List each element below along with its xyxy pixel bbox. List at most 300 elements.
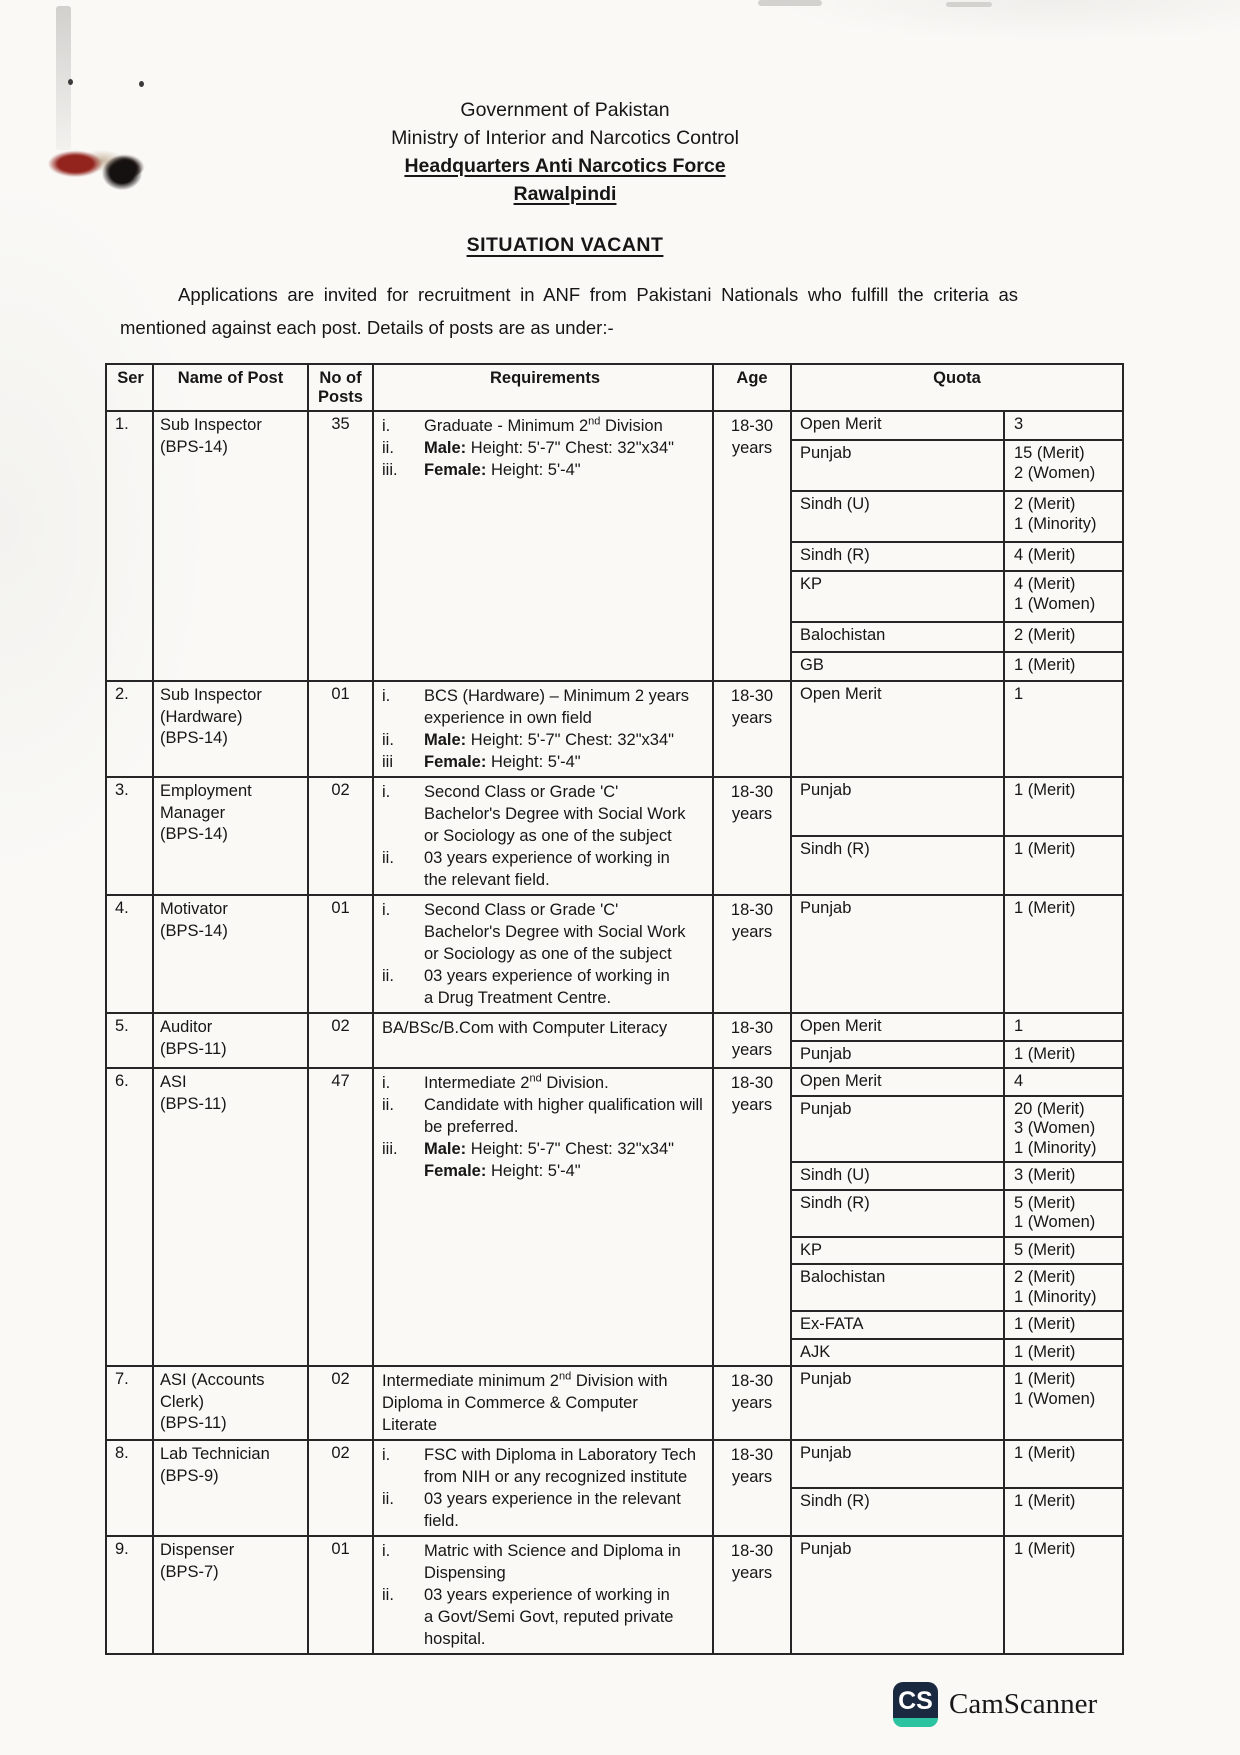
quota-value-line: 1 <box>1014 1017 1024 1035</box>
quota-region: Punjab <box>792 1537 1005 1653</box>
quota-value-line: 4 (Merit) <box>1014 575 1076 594</box>
header-name-of-post: Name of Post <box>154 365 309 410</box>
age-line: 18-30 <box>730 687 774 705</box>
requirement-line: Bachelor's Degree with Social Work <box>424 923 686 941</box>
post-name-line: (BPS-9) <box>160 1466 219 1485</box>
requirement-item <box>382 1072 708 1094</box>
requirement-item <box>382 781 708 847</box>
age-line: 18-30 <box>730 1074 774 1092</box>
quota-region: Punjab <box>792 778 1005 835</box>
requirement-text <box>424 965 708 1009</box>
quota-entry <box>792 1338 1122 1366</box>
post-name-line: Sub Inspector <box>160 686 262 704</box>
posts-count-cell: 01 <box>309 896 374 1012</box>
quota-value-line: 1 (Merit) <box>1014 781 1076 799</box>
camscanner-icon-letters: CS <box>898 1687 933 1715</box>
requirements-cell <box>374 1441 714 1535</box>
vacancy-table <box>105 363 1124 1655</box>
post-name-line: (Hardware) <box>160 707 243 726</box>
quota-region: Ex-FATA <box>792 1312 1005 1338</box>
age-line: years <box>731 804 773 823</box>
age-cell <box>714 778 792 894</box>
quota-value-line: 1 (Merit) <box>1014 1540 1076 1558</box>
requirement-text <box>424 781 708 847</box>
quota-value <box>1005 1489 1122 1535</box>
quota-value-line: 2 (Women) <box>1014 463 1096 482</box>
requirements-cell <box>374 1537 714 1653</box>
letterhead-line-ministry: Ministry of Interior and Narcotics Control <box>391 127 739 149</box>
header-ser: Ser <box>107 365 154 410</box>
scan-dot-artifact <box>139 81 144 87</box>
requirement-item <box>382 459 708 481</box>
header-age: Age <box>714 365 792 410</box>
age-line: years <box>731 922 773 941</box>
requirement-line: Second Class or Grade 'C' <box>424 783 619 801</box>
quota-entry <box>792 1441 1122 1487</box>
header-requirements: Requirements <box>374 365 714 410</box>
age-line: years <box>731 1393 773 1412</box>
age-line: 18-30 <box>730 1019 774 1037</box>
quota-region: Balochistan <box>792 623 1005 650</box>
age-cell <box>714 896 792 1012</box>
requirement-marker: ii. <box>382 439 394 457</box>
post-name-cell <box>154 682 309 776</box>
table-row <box>107 1441 1122 1537</box>
table-row <box>107 1014 1122 1069</box>
quota-value-line: 2 (Merit) <box>1014 626 1076 645</box>
quota-region: GB <box>792 653 1005 680</box>
ser-cell: 2. <box>107 682 154 776</box>
camscanner-label: CamScanner <box>949 1688 1098 1720</box>
quota-value-line: 1 (Women) <box>1014 594 1096 613</box>
requirement-item <box>382 899 708 965</box>
age-line: 18-30 <box>730 901 774 919</box>
post-name-line: (BPS-14) <box>160 729 228 747</box>
requirement-line: Female: Height: 5'-4" <box>424 461 581 479</box>
ser-cell: 5. <box>107 1014 154 1067</box>
camscanner-watermark <box>893 1682 1097 1727</box>
age-line: 18-30 <box>730 1372 774 1390</box>
quota-region: AJK <box>792 1340 1005 1366</box>
requirement-marker: i. <box>382 1074 391 1092</box>
quota-value <box>1005 543 1122 570</box>
requirement-line: 03 years experience in the relevant <box>424 1490 681 1508</box>
requirements-cell <box>374 1014 714 1067</box>
posts-count-cell: 02 <box>309 1014 374 1067</box>
quota-region: Sindh (R) <box>792 1489 1005 1535</box>
requirement-line: Male: Height: 5'-7" Chest: 32"x34" <box>424 439 675 457</box>
table-row <box>107 778 1122 896</box>
requirement-line: Bachelor's Degree with Social Work <box>424 805 686 823</box>
quota-entry <box>792 439 1122 490</box>
quota-entry <box>792 682 1122 776</box>
post-name-line: Lab Technician <box>160 1445 270 1463</box>
age-line: years <box>731 708 773 727</box>
quota-region: Sindh (R) <box>792 1191 1005 1236</box>
scan-dot-artifact <box>68 79 73 85</box>
table-row <box>107 1069 1122 1367</box>
requirement-line: the relevant field. <box>424 871 550 889</box>
posts-count-cell: 02 <box>309 1441 374 1535</box>
quota-cell <box>792 896 1122 1012</box>
post-name-cell <box>154 778 309 894</box>
post-name-line: (BPS-7) <box>160 1562 219 1581</box>
table-row <box>107 1367 1122 1441</box>
requirement-item <box>382 1138 708 1182</box>
requirement-text <box>382 1370 708 1436</box>
requirement-line: Literate <box>382 1416 438 1434</box>
quota-value-line: 1 (Merit) <box>1014 840 1076 858</box>
age-cell <box>714 412 792 680</box>
quota-value <box>1005 441 1122 490</box>
quota-value-line: 1 (Merit) <box>1014 899 1076 917</box>
requirement-line: Graduate - Minimum 2nd Division <box>424 415 663 435</box>
requirement-line: or Sociology as one of the subject <box>424 945 672 963</box>
header-quota: Quota <box>933 369 981 387</box>
requirement-text <box>424 1094 708 1138</box>
post-name-line: (BPS-11) <box>160 1414 227 1432</box>
post-name-cell <box>154 412 309 680</box>
requirement-marker: ii. <box>382 731 394 749</box>
post-name-line: Employment <box>160 782 252 800</box>
quota-value <box>1005 1014 1122 1040</box>
quota-cell <box>792 778 1122 894</box>
quota-region: Punjab <box>792 1042 1005 1068</box>
table-row <box>107 412 1122 682</box>
quota-entry <box>792 896 1122 1012</box>
quota-region: Punjab <box>792 1441 1005 1487</box>
quota-value-line: 1 (Minority) <box>1014 514 1097 533</box>
camscanner-icon <box>893 1682 938 1727</box>
age-cell <box>714 1367 792 1439</box>
quota-cell <box>792 1069 1122 1365</box>
table-header-row <box>107 365 1122 412</box>
requirement-marker: iii. <box>382 1140 398 1158</box>
quota-cell <box>792 682 1122 776</box>
requirement-item <box>382 1444 708 1488</box>
ser-cell: 4. <box>107 896 154 1012</box>
age-line: 18-30 <box>730 417 774 435</box>
post-name-line: (BPS-11) <box>160 1094 227 1113</box>
quota-value <box>1005 1367 1122 1439</box>
quota-value-line: 3 <box>1014 415 1024 433</box>
quota-region: Open Merit <box>792 412 1005 439</box>
quota-cell <box>792 1367 1122 1439</box>
post-name-line: Dispenser <box>160 1541 235 1559</box>
posts-count-cell: 02 <box>309 1367 374 1439</box>
quota-entry <box>792 651 1122 680</box>
requirements-cell <box>374 896 714 1012</box>
requirement-line: a Drug Treatment Centre. <box>424 989 612 1007</box>
requirement-item <box>382 1017 708 1039</box>
quota-entry <box>792 835 1122 894</box>
quota-entry <box>792 1014 1122 1040</box>
quota-entry <box>792 778 1122 835</box>
requirement-line: Dispensing <box>424 1564 506 1582</box>
header-no-of-posts: No of Posts <box>309 365 374 410</box>
quota-value-line: 5 (Merit) <box>1014 1193 1076 1212</box>
post-name-cell <box>154 1367 309 1439</box>
posts-count-cell: 01 <box>309 1537 374 1653</box>
quota-entry <box>792 1236 1122 1264</box>
quota-value-line: 3 (Merit) <box>1014 1166 1076 1184</box>
post-name-line: Manager <box>160 803 226 822</box>
requirement-item <box>382 415 708 437</box>
age-cell <box>714 1537 792 1653</box>
quota-region: KP <box>792 572 1005 621</box>
requirement-text <box>424 459 708 481</box>
requirement-line: field. <box>424 1512 459 1530</box>
requirement-marker: ii. <box>382 967 394 985</box>
quota-value-line: 2 (Merit) <box>1014 495 1076 514</box>
requirement-line: Matric with Science and Diploma in <box>424 1542 681 1560</box>
quota-value <box>1005 1042 1122 1068</box>
requirement-item <box>382 1488 708 1532</box>
quota-value <box>1005 1238 1122 1264</box>
quota-value-line: 1 (Merit) <box>1014 1444 1076 1462</box>
post-name-line: (BPS-11) <box>160 1039 227 1058</box>
requirement-line: 03 years experience of working in <box>424 1586 670 1604</box>
requirement-line: Candidate with higher qualification will <box>424 1096 703 1114</box>
quota-entry <box>792 490 1122 541</box>
quota-value <box>1005 837 1122 894</box>
table-row <box>107 896 1122 1014</box>
quota-value <box>1005 1340 1122 1366</box>
ser-cell: 3. <box>107 778 154 894</box>
quota-region: Open Merit <box>792 1014 1005 1040</box>
requirement-text <box>424 899 708 965</box>
requirement-marker: i. <box>382 901 391 919</box>
quota-region: Sindh (U) <box>792 1163 1005 1189</box>
quota-value-line: 5 (Merit) <box>1014 1240 1076 1259</box>
quota-cell <box>792 1441 1122 1535</box>
ser-cell: 9. <box>107 1537 154 1653</box>
requirement-line: BCS (Hardware) – Minimum 2 years <box>424 687 689 705</box>
requirement-line: Intermediate 2nd Division. <box>424 1072 609 1092</box>
requirement-text <box>424 415 708 437</box>
requirement-line: 03 years experience of working in <box>424 967 670 985</box>
requirement-marker: i. <box>382 1542 391 1560</box>
scan-speck <box>758 0 822 6</box>
quota-cell <box>792 1537 1122 1653</box>
letterhead <box>0 0 1130 208</box>
post-name-line: ASI (Accounts <box>160 1371 265 1389</box>
age-cell <box>714 1069 792 1365</box>
requirement-line: or Sociology as one of the subject <box>424 827 672 845</box>
age-cell <box>714 1014 792 1067</box>
quota-value-line: 1 (Merit) <box>1014 1370 1076 1388</box>
requirement-marker: i. <box>382 417 391 435</box>
requirement-line: Male: Height: 5'-7" Chest: 32"x34" <box>424 731 675 749</box>
post-name-line: (BPS-14) <box>160 921 228 940</box>
quota-value <box>1005 1097 1122 1162</box>
quota-entry <box>792 1161 1122 1189</box>
requirements-cell <box>374 1367 714 1439</box>
requirement-text <box>424 685 708 729</box>
requirement-marker: i. <box>382 687 391 705</box>
post-name-cell <box>154 896 309 1012</box>
requirement-line: Female: Height: 5'-4" <box>424 753 581 771</box>
quota-entry <box>792 621 1122 650</box>
quota-value <box>1005 623 1122 650</box>
quota-value <box>1005 1163 1122 1189</box>
quota-entry <box>792 1095 1122 1162</box>
posts-count-cell: 02 <box>309 778 374 894</box>
requirement-item <box>382 1540 708 1584</box>
requirement-text <box>424 729 708 751</box>
post-name-line: (BPS-14) <box>160 437 228 456</box>
quota-value-line: 20 (Merit) <box>1014 1099 1085 1118</box>
post-name-cell <box>154 1014 309 1067</box>
quota-value <box>1005 412 1122 439</box>
scan-speck <box>946 2 992 7</box>
requirements-cell <box>374 1069 714 1365</box>
quota-value <box>1005 492 1122 541</box>
requirement-item <box>382 685 708 729</box>
quota-entry <box>792 1487 1122 1535</box>
requirement-text <box>424 1488 708 1532</box>
quota-cell <box>792 412 1122 680</box>
quota-cell <box>792 1014 1122 1067</box>
requirement-text <box>424 1138 708 1182</box>
document-title: SITUATION VACANT <box>466 234 664 256</box>
table-row <box>107 682 1122 778</box>
age-line: 18-30 <box>730 1542 774 1560</box>
quota-value <box>1005 1441 1122 1487</box>
quota-entry <box>792 412 1122 439</box>
quota-value <box>1005 1265 1122 1310</box>
requirement-line: hospital. <box>424 1630 486 1648</box>
quota-entry <box>792 1310 1122 1338</box>
letterhead-line-city: Rawalpindi <box>513 183 617 205</box>
requirement-item <box>382 1094 708 1138</box>
requirement-item <box>382 847 708 891</box>
requirements-cell <box>374 778 714 894</box>
post-name-cell <box>154 1069 309 1365</box>
quota-region: Sindh (R) <box>792 543 1005 570</box>
requirement-line: BA/BSc/B.Com with Computer Literacy <box>382 1019 668 1037</box>
quota-value <box>1005 1191 1122 1236</box>
quota-value-line: 1 (Merit) <box>1014 1315 1076 1333</box>
post-name-line: Auditor <box>160 1018 213 1036</box>
age-cell <box>714 1441 792 1535</box>
requirement-text <box>424 751 708 773</box>
requirement-marker: iii <box>382 753 393 771</box>
quota-value <box>1005 778 1122 835</box>
ser-cell: 7. <box>107 1367 154 1439</box>
scan-ink-blob <box>102 156 142 190</box>
quota-value-line: 4 (Merit) <box>1014 546 1076 564</box>
quota-value <box>1005 896 1122 1012</box>
quota-region: Punjab <box>792 1097 1005 1162</box>
quota-region: Punjab <box>792 1367 1005 1439</box>
quota-value <box>1005 572 1122 621</box>
post-name-line: Sub Inspector <box>160 416 262 434</box>
age-line: years <box>731 1467 773 1486</box>
quota-value-line: 1 (Minority) <box>1014 1138 1097 1157</box>
quota-region: Balochistan <box>792 1265 1005 1310</box>
requirement-line: experience in own field <box>424 709 592 727</box>
letterhead-line-government: Government of Pakistan <box>460 99 670 121</box>
quota-value <box>1005 653 1122 680</box>
post-name-line: (BPS-14) <box>160 825 228 843</box>
age-cell <box>714 682 792 776</box>
quota-value-line: 15 (Merit) <box>1014 444 1085 463</box>
quota-region: Open Merit <box>792 1069 1005 1095</box>
quota-region: Punjab <box>792 441 1005 490</box>
quota-entry <box>792 1537 1122 1653</box>
requirement-text <box>424 847 708 891</box>
requirements-cell <box>374 682 714 776</box>
quota-entry <box>792 541 1122 570</box>
posts-count-cell: 35 <box>309 412 374 680</box>
requirement-text <box>424 1540 708 1584</box>
quota-entry <box>792 570 1122 621</box>
age-line: 18-30 <box>730 1446 774 1464</box>
quota-region: KP <box>792 1238 1005 1264</box>
requirement-text <box>424 1584 708 1650</box>
requirement-text <box>382 1017 708 1039</box>
requirements-cell <box>374 412 714 680</box>
quota-entry <box>792 1069 1122 1095</box>
intro-paragraph: Applications are invited for recruitment in ANF from Pakistani Nationals who fulfill the criteria as mentioned against each post. Details of posts are as under:- <box>120 284 1018 338</box>
requirement-line: Intermediate minimum 2nd Division with <box>382 1370 668 1390</box>
quota-value-line: 1 (Merit) <box>1014 1492 1076 1510</box>
requirement-marker: ii. <box>382 1490 394 1508</box>
requirement-item <box>382 751 708 773</box>
quota-value-line: 2 (Merit) <box>1014 1268 1076 1286</box>
quota-value-line: 1 <box>1014 685 1024 703</box>
quota-value-line: 4 <box>1014 1072 1024 1090</box>
requirement-line: a Govt/Semi Govt, reputed private <box>424 1608 674 1626</box>
requirement-text <box>424 1444 708 1488</box>
requirement-line: Second Class or Grade 'C' <box>424 901 619 919</box>
requirement-item <box>382 1584 708 1650</box>
quota-value-line: 1 (Minority) <box>1014 1287 1097 1306</box>
requirement-line: from NIH or any recognized institute <box>424 1468 688 1486</box>
ser-cell: 6. <box>107 1069 154 1365</box>
requirement-line: be preferred. <box>424 1118 519 1136</box>
requirement-text <box>424 437 708 459</box>
requirement-marker: iii. <box>382 461 398 479</box>
camscanner-strip <box>893 1718 938 1727</box>
post-name-cell <box>154 1537 309 1653</box>
quota-region: Open Merit <box>792 682 1005 776</box>
quota-value-line: 1 (Merit) <box>1014 1342 1076 1361</box>
quota-entry <box>792 1189 1122 1236</box>
requirement-text <box>424 1072 708 1094</box>
ser-cell: 8. <box>107 1441 154 1535</box>
quota-value <box>1005 1537 1122 1653</box>
quota-value-line: 1 (Women) <box>1014 1213 1096 1231</box>
quota-value-line: 1 (Merit) <box>1014 1044 1076 1063</box>
age-line: years <box>731 1095 773 1114</box>
requirement-marker: ii. <box>382 1096 394 1114</box>
post-name-line: Clerk) <box>160 1392 204 1411</box>
requirement-item <box>382 965 708 1009</box>
requirement-line: Female: Height: 5'-4" <box>424 1162 581 1180</box>
quota-region: Sindh (U) <box>792 492 1005 541</box>
quota-entry <box>792 1367 1122 1439</box>
requirement-line: 03 years experience of working in <box>424 849 670 867</box>
post-name-line: Motivator <box>160 900 228 918</box>
requirement-item <box>382 729 708 751</box>
posts-count-cell: 47 <box>309 1069 374 1365</box>
ser-cell: 1. <box>107 412 154 680</box>
scan-edge-artifact <box>56 6 71 150</box>
quota-value-line: 1 (Merit) <box>1014 655 1076 674</box>
quota-entry <box>792 1040 1122 1068</box>
